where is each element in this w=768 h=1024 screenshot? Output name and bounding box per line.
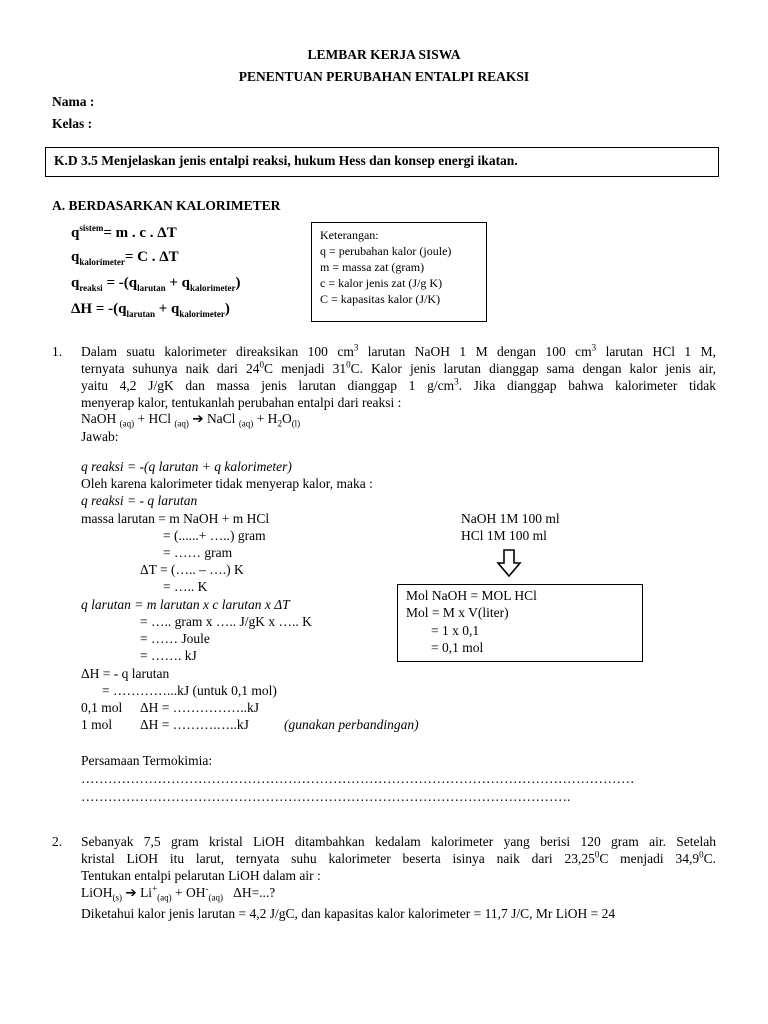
q1-work-line: = …… gram (163, 545, 233, 560)
reaction-arrow-icon: ➔ (125, 885, 137, 900)
q1-work-label: 1 mol (81, 717, 113, 732)
q1-number: 1. (52, 344, 63, 359)
q1-work-label: 0,1 mol (81, 700, 123, 715)
q1-reaction: NaOH $_{(aq)}$ + HCl $_{(aq)}$ ➔ NaCl $_{(aq)} + H_2O_{(l)}$ (81, 411, 301, 429)
q1-line-3: yaitu 4,2 J/gK dan massa jenis larutan dianggap 1 $g/cm^3$. Jika dianggap bahwa kalorimeter tidak (81, 376, 716, 393)
q2-diketahui: Diketahui kalor jenis larutan = 4,2 J/gC, dan kapasitas kalor kalorimeter = 11,7 J/C, Mr LiOH = 24 (81, 906, 616, 921)
q1-work-line: = ….. K (163, 579, 208, 594)
q2-line-3: Tentukan entalpi pelarutan LiOH dalam air : (81, 868, 321, 883)
q1-side-info: NaOH 1M 100 ml (461, 511, 560, 526)
q1-jawab: Jawab: (81, 429, 119, 444)
mol-box-line: = 0,1 mol (431, 640, 484, 655)
keterangan-line: c = kalor jenis zat (J/g K) (320, 276, 443, 290)
section-a-heading: A. BERDASARKAN KALORIMETER (52, 198, 281, 213)
q1-line-4: menyerap kalor, tentukanlah perubahan entalpi dari reaksi : (81, 395, 402, 410)
q1-work-line: q reaksi = -(q larutan + q kalorimeter) (81, 459, 292, 474)
worksheet-title: LEMBAR KERJA SISWA (307, 47, 461, 62)
q1-work-line: = ……. kJ (140, 648, 197, 663)
q1-work-line: ΔH = ……….…..kJ (140, 717, 249, 732)
mol-box-line: Mol NaOH = MOL HCl (406, 588, 537, 603)
q1-line-2: ternyata suhunya naik dari $24^0C$ menjadi $31^0C$. Kalor jenis larutan dianggap sama dengan kalor jenis air, (81, 359, 716, 376)
kd-box (45, 147, 719, 177)
mol-box-line: = 1 x 0,1 (431, 623, 480, 638)
keterangan-title: Keterangan: (320, 228, 379, 242)
q1-work-line: ΔH = ……………..kJ (140, 700, 260, 715)
q1-side-info: HCl 1M 100 ml (461, 528, 547, 543)
down-arrow-icon (496, 548, 522, 578)
q2-number: 2. (52, 834, 63, 849)
q1-work-line: = …… Joule (140, 631, 210, 646)
q1-work-line: = (......+ …..) gram (163, 528, 266, 543)
q1-work-line: = …………...kJ (untuk 0,1 mol) (102, 683, 277, 698)
persamaan-label: Persamaan Termokimia: (81, 753, 213, 768)
kd-text: K.D 3.5 Menjelaskan jenis entalpi reaksi, hukum Hess dan konsep energi ikatan. (54, 153, 518, 168)
worksheet-subtitle: PENENTUAN PERUBAHAN ENTALPI REAKSI (238, 69, 530, 84)
mol-box (397, 584, 643, 662)
keterangan-line: q = perubahan kalor (joule) (320, 244, 452, 258)
formula-delta-h: $\Delta H = -(q_{larutan} + q_{kalorimeter})$ (71, 301, 230, 319)
q1-work-line: ΔT = (….. – ….) K (140, 562, 244, 577)
q2-line-2: kristal LiOH itu larut, ternyata suhu kalorimeter beserta isinya naik dari 23,25$^0$C menjadi 34,9$^0$C. (81, 849, 716, 866)
formula-q-reaksi: $q_{reaksi} = -(q_{larutan} + q_{kalorimeter})$ (71, 275, 241, 293)
mol-box-line: Mol = M x V(liter) (406, 605, 509, 620)
q1-work-line: q reaksi = - q larutan (81, 493, 198, 508)
keterangan-line: m = massa zat (gram) (320, 260, 425, 274)
q1-work-line: ΔH = - q larutan (81, 666, 170, 681)
q2-line-1: Sebanyak 7,5 gram kristal LiOH ditambahkan kedalam kalorimeter yang berisi 120 gram air. Setelah (81, 834, 716, 849)
q1-work-line: Oleh karena kalorimeter tidak menyerap kalor, maka : (81, 476, 373, 491)
q1-line-1: Dalam suatu kalorimeter direaksikan 100 $cm^3$ larutan NaOH 1 M dengan 100 $cm^3$ larutan HCl 1 M, (81, 342, 716, 359)
q1-work-line: massa larutan = m NaOH + m HCl (81, 511, 270, 526)
kelas-label: Kelas : (52, 116, 93, 131)
q2-reaction: LiOH$_{(s)}$ ➔ $Li^+_{(aq)} + OH^-_{(aq)}$ ΔH=...? (81, 883, 276, 903)
keterangan-line: C = kapasitas kalor (J/K) (320, 292, 441, 306)
nama-label: Nama : (52, 94, 95, 109)
formula-q-kalorimeter: $q_{kalorimeter}= C$ . ΔT (71, 249, 179, 267)
q1-work-line: = ….. gram x ….. J/gK x ….. K (140, 614, 312, 629)
answer-dots-line: …………………………………………………………………………………………………………… (81, 771, 635, 786)
answer-dots-line: ………………………………………………………………………………………………. (81, 789, 571, 804)
reaction-arrow-icon: ➔ (192, 411, 204, 426)
keterangan-box (311, 222, 487, 322)
q1-work-note: (gunakan perbandingan) (284, 717, 419, 732)
formula-q-sistem: $q^{sistem}= m$ . c . ΔT (71, 223, 177, 241)
q1-work-line: q larutan = m larutan x c larutan x ΔT (81, 597, 290, 612)
